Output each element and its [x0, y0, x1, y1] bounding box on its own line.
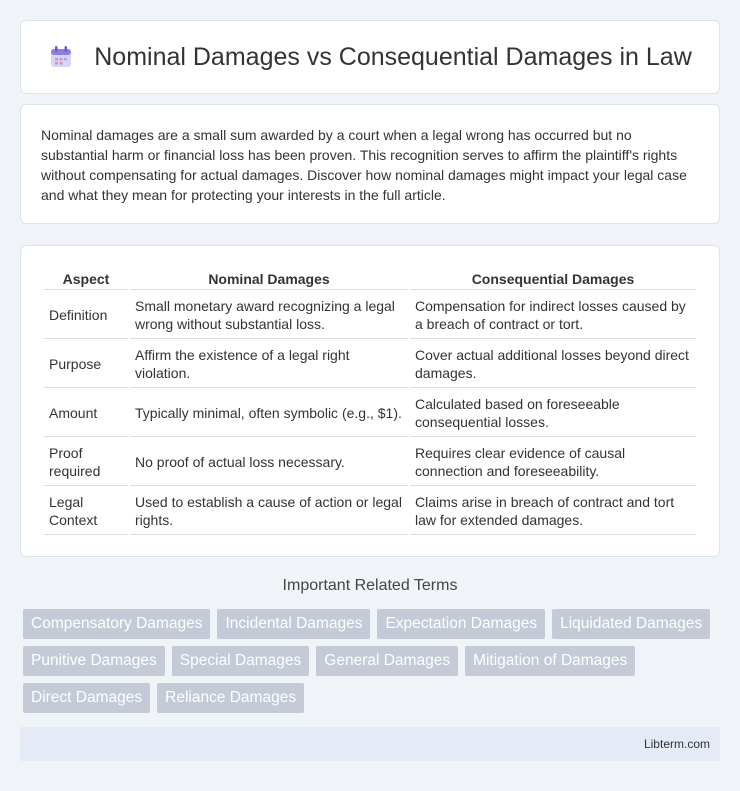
footer [20, 727, 720, 761]
header-nominal: Nominal Damages [130, 268, 408, 290]
comparison-table [42, 266, 698, 537]
header-consequential: Consequential Damages [410, 268, 696, 290]
table-row [44, 488, 696, 535]
related-terms-title: Important Related Terms [282, 577, 458, 594]
row-consequential: Requires clear evidence of causal connection and foreseeability. [410, 439, 696, 486]
row-nominal: Typically minimal, often symbolic (e.g., $1). [130, 390, 408, 437]
row-nominal: Used to establish a cause of action or legal rights. [130, 488, 408, 535]
row-aspect: Proof required [44, 439, 128, 486]
tag-compensatory-damages[interactable]: Compensatory Damages [23, 609, 210, 639]
row-aspect: Legal Context [44, 488, 128, 535]
table-header-row [44, 268, 696, 290]
row-consequential: Cover actual additional losses beyond direct damages. [410, 341, 696, 388]
header-card [20, 20, 720, 94]
row-consequential: Calculated based on foreseeable consequential losses. [410, 390, 696, 437]
tag-direct-damages[interactable]: Direct Damages [23, 683, 150, 713]
row-nominal: Affirm the existence of a legal right violation. [130, 341, 408, 388]
table-row [44, 341, 696, 388]
row-aspect: Purpose [44, 341, 128, 388]
related-terms-list [23, 609, 723, 713]
row-consequential: Compensation for indirect losses caused by a breach of contract or tort. [410, 292, 696, 339]
tag-expectation-damages[interactable]: Expectation Damages [377, 609, 545, 639]
calendar-icon [48, 44, 74, 70]
tag-special-damages[interactable]: Special Damages [172, 646, 309, 676]
tag-liquidated-damages[interactable]: Liquidated Damages [552, 609, 710, 639]
intro-card [20, 104, 720, 224]
tag-reliance-damages[interactable]: Reliance Damages [157, 683, 304, 713]
row-nominal: Small monetary award recognizing a legal wrong without substantial loss. [130, 292, 408, 339]
tag-incidental-damages[interactable]: Incidental Damages [217, 609, 370, 639]
header-aspect: Aspect [44, 268, 128, 290]
comparison-card [20, 245, 720, 557]
page-title: Nominal Damages vs Consequential Damages in Law [94, 42, 692, 71]
table-row [44, 292, 696, 339]
intro-text: Nominal damages are a small sum awarded by a court when a legal wrong has occurred but no substantial harm or financial loss has been proven. This recognition serves to affirm the plaintiff's rights without compensating for actual damages. Discover how nominal damages might impact your legal case and what they mean for protecting your interests in the full article. [41, 127, 687, 203]
footer-site-link[interactable]: Libterm.com [643, 737, 710, 751]
row-nominal: No proof of actual loss necessary. [130, 439, 408, 486]
tag-punitive-damages[interactable]: Punitive Damages [23, 646, 165, 676]
row-aspect: Amount [44, 390, 128, 437]
table-row [44, 439, 696, 486]
row-aspect: Definition [44, 292, 128, 339]
tag-mitigation-of-damages[interactable]: Mitigation of Damages [465, 646, 635, 676]
tag-general-damages[interactable]: General Damages [316, 646, 458, 676]
table-row [44, 390, 696, 437]
row-consequential: Claims arise in breach of contract and tort law for extended damages. [410, 488, 696, 535]
